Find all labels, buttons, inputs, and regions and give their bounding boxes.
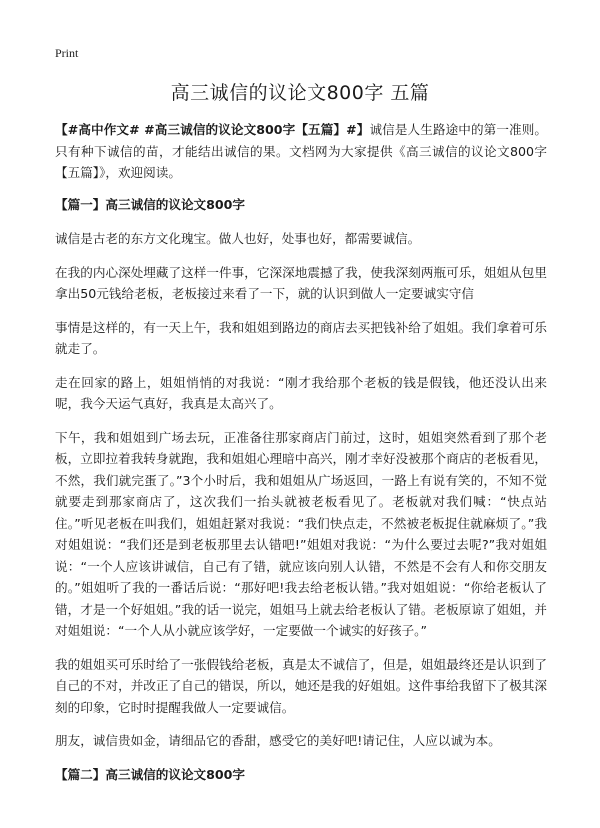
- paragraph-1: 诚信是古老的东方文化瑰宝。做人也好，处事也好，都需要诚信。: [55, 231, 421, 246]
- page-title: 高三诚信的议论文800字 五篇: [170, 82, 430, 104]
- section-2-heading: 【篇二】高三诚信的议论文800字: [55, 766, 246, 782]
- paragraph-3: 事情是这样的，有一天上午，我和姐姐到路边的商店去买把钱补给了姐姐。我们拿着可乐就走了。: [55, 319, 547, 356]
- paragraph-6: 我的姐姐买可乐时给了一张假钱给老板，真是太不诚信了，但是，姐姐最终还是认识到了自己的不对，并改正了自己的错误，所以，她还是我的好姐姐。这件事给我留下了极其深刻的印象，它时时提醒我做人一定要诚信。: [55, 656, 547, 715]
- print-label: Print: [55, 46, 79, 60]
- article-body: [55, 119, 547, 797]
- paragraph-4: 走在回家的路上，姐姐悄悄的对我说：“刚才我给那个老板的钱是假钱，他还没认出来呢，我今天运气真好，我真是太高兴了。: [55, 374, 547, 411]
- paragraph-2: 在我的内心深处埋藏了这样一件事，它深深地震撼了我，使我深刻两瓶可乐，姐姐从包里拿出50元钱给老板，老板接过来看了一下，就的认识到做人一定要诚实守信: [55, 264, 547, 301]
- intro-text: 诚信是人生路途中的第一准则。只有种下诚信的苗，才能结出诚信的果。文档网为大家提供《高三诚信的议论文800字【五篇】》，欢迎阅读。: [55, 122, 548, 180]
- paragraph-7: 朋友，诚信贵如金，请细品它的香甜，感受它的美好吧!请记住，人应以诚为本。: [55, 733, 501, 748]
- intro-tag: 【#高中作文# #高三诚信的议论文800字【五篇】#】: [55, 122, 370, 137]
- section-1-heading: 【篇一】高三诚信的议论文800字: [55, 196, 246, 212]
- paragraph-5: 下午，我和姐姐到广场去玩，正准备往那家商店门前过，这时，姐姐突然看到了那个老板，立即拉着我转身就跑，我和姐姐心理暗中高兴，刚才幸好没被那个商店的老板看见，不然，我们就完蛋了。”3个小时后，我和姐姐从广场返回，一路上有说有笑的，不知不觉就要走到那家商店了，这次我们一抬头就被老板看见了。老板就对我们喊：“快点站住。”听见老板在叫我们，姐姐赶紧对我说：“我们快点走，不然被老板捉住就麻烦了。”我对姐姐说：“我们还是到老板那里去认错吧!”姐姐对我说：“为什么要过去呢?”我对姐姐说：“一个人应该讲诚信，自己有了错，就应该向别人认错，不然是不会有人和你交朋友的。”姐姐听了我的一番话后说：“那好吧!我去给老板认错。”我对姐姐说：“你给老板认了错，才是一个好姐姐。”我的话一说完，姐姐马上就去给老板认了错。老板原谅了姐姐，并对姐姐说：“一个人从小就应该学好，一定要做一个诚实的好孩子。”: [55, 429, 547, 638]
- intro-paragraph: [55, 119, 547, 184]
